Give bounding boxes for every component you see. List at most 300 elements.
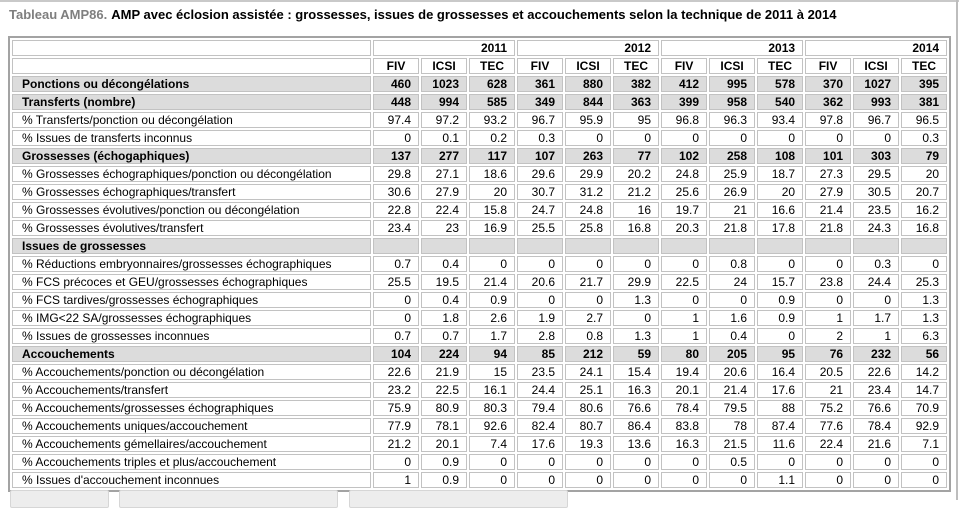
- section-row: [12, 346, 947, 362]
- cell: 0: [661, 292, 707, 308]
- cell: 21.4: [709, 382, 755, 398]
- cell: [517, 238, 563, 254]
- cell: 263: [565, 148, 611, 164]
- cell: 23: [421, 220, 467, 236]
- cell: 76.6: [613, 400, 659, 416]
- cell: 0.5: [709, 454, 755, 470]
- cell: 0: [757, 256, 803, 272]
- cell: 20.5: [805, 364, 851, 380]
- cell: 14.2: [901, 364, 947, 380]
- row-label: % Grossesses échographiques/transfert: [12, 184, 371, 200]
- cell: 75.2: [805, 400, 851, 416]
- cell: 0: [757, 328, 803, 344]
- cell: 16.9: [469, 220, 515, 236]
- cell: [805, 238, 851, 254]
- cell: 362: [805, 94, 851, 110]
- cell: 21.5: [709, 436, 755, 452]
- technique-header: FIV: [373, 58, 419, 74]
- cell: 993: [853, 94, 899, 110]
- cell: 76.6: [853, 400, 899, 416]
- table-row: [12, 112, 947, 128]
- year-header: 2012: [517, 40, 659, 56]
- cutoff-button-3[interactable]: [349, 490, 568, 508]
- year-header: 2013: [661, 40, 803, 56]
- cell: 29.5: [853, 166, 899, 182]
- cell: 0: [517, 256, 563, 272]
- cell: 17.6: [517, 436, 563, 452]
- cell: 24.4: [853, 274, 899, 290]
- cell: 0: [565, 292, 611, 308]
- cell: 93.2: [469, 112, 515, 128]
- cell: 0: [805, 130, 851, 146]
- cell: 96.8: [661, 112, 707, 128]
- cell: 0.3: [517, 130, 563, 146]
- cell: 0: [709, 292, 755, 308]
- cell: 96.5: [901, 112, 947, 128]
- cell: 2: [805, 328, 851, 344]
- cell: 24: [709, 274, 755, 290]
- cell: 79.5: [709, 400, 755, 416]
- cell: 87.4: [757, 418, 803, 434]
- cell: [709, 238, 755, 254]
- cell: 80.7: [565, 418, 611, 434]
- cell: 25.6: [661, 184, 707, 200]
- technique-header: ICSI: [421, 58, 467, 74]
- cell: 85: [517, 346, 563, 362]
- cell: 16.3: [661, 436, 707, 452]
- cell: 92.9: [901, 418, 947, 434]
- section-row: [12, 76, 947, 92]
- cell: 16.4: [757, 364, 803, 380]
- cell: 540: [757, 94, 803, 110]
- cell: 77.9: [373, 418, 419, 434]
- cell: 0: [661, 256, 707, 272]
- technique-header: FIV: [517, 58, 563, 74]
- cell: 0: [517, 292, 563, 308]
- cell: 585: [469, 94, 515, 110]
- cell: 80.6: [565, 400, 611, 416]
- table-row: [12, 400, 947, 416]
- cell: 25.8: [565, 220, 611, 236]
- cell: 25.5: [517, 220, 563, 236]
- cell: 94: [469, 346, 515, 362]
- cell: 79.4: [517, 400, 563, 416]
- cell: 31.2: [565, 184, 611, 200]
- cell: 25.1: [565, 382, 611, 398]
- cell: 21.8: [709, 220, 755, 236]
- cell: 1: [661, 328, 707, 344]
- cell: 77: [613, 148, 659, 164]
- cell: 0: [805, 454, 851, 470]
- cell: 361: [517, 76, 563, 92]
- cell: 0: [373, 310, 419, 326]
- cell: 18.6: [469, 166, 515, 182]
- technique-header: TEC: [469, 58, 515, 74]
- cell: 0: [853, 454, 899, 470]
- cell: 0: [469, 256, 515, 272]
- cell: 0: [565, 472, 611, 488]
- cell: 96.3: [709, 112, 755, 128]
- cell: 0: [373, 292, 419, 308]
- cell: 0.8: [709, 256, 755, 272]
- cell: 56: [901, 346, 947, 362]
- cell: 80.3: [469, 400, 515, 416]
- cell: 0: [901, 256, 947, 272]
- cell: 16.3: [613, 382, 659, 398]
- table-row: [12, 328, 947, 344]
- cell: 363: [613, 94, 659, 110]
- cell: 95: [613, 112, 659, 128]
- cell: 18.7: [757, 166, 803, 182]
- cell: 29.9: [565, 166, 611, 182]
- cell: 0.4: [421, 256, 467, 272]
- cell: 27.3: [805, 166, 851, 182]
- cell: 22.5: [661, 274, 707, 290]
- technique-header: FIV: [805, 58, 851, 74]
- cell: 0: [373, 454, 419, 470]
- cell: 7.4: [469, 436, 515, 452]
- cell: 20.7: [901, 184, 947, 200]
- cell: 0: [613, 310, 659, 326]
- cell: 6.3: [901, 328, 947, 344]
- table-row: [12, 184, 947, 200]
- corner-cell: [12, 58, 371, 74]
- row-label: % Accouchements/ponction ou décongélation: [12, 364, 371, 380]
- cell: 25.9: [709, 166, 755, 182]
- row-label: % Accouchements/transfert: [12, 382, 371, 398]
- table-row: [12, 274, 947, 290]
- cell: 1.3: [613, 292, 659, 308]
- cell: 16: [613, 202, 659, 218]
- cell: 27.9: [805, 184, 851, 200]
- table-body: [12, 76, 947, 488]
- cell: 0.7: [421, 328, 467, 344]
- cell: 107: [517, 148, 563, 164]
- cell: 0.1: [421, 130, 467, 146]
- cell: 15.4: [613, 364, 659, 380]
- cell: 0.9: [421, 454, 467, 470]
- table-title-text: AMP avec éclosion assistée : grossesses, issues de grossesses et accouchements selon la technique de 2011 à 2014: [111, 7, 837, 22]
- table-row: [12, 166, 947, 182]
- cell: 19.5: [421, 274, 467, 290]
- cell: 78.4: [661, 400, 707, 416]
- cell: 0: [565, 454, 611, 470]
- cell: 95.9: [565, 112, 611, 128]
- cell: 205: [709, 346, 755, 362]
- cell: 86.4: [613, 418, 659, 434]
- table-row: [12, 256, 947, 272]
- cell: 26.9: [709, 184, 755, 200]
- cell: 349: [517, 94, 563, 110]
- cell: 29.8: [373, 166, 419, 182]
- cell: 0: [805, 472, 851, 488]
- cell: 104: [373, 346, 419, 362]
- amp-statistics-table: [8, 36, 951, 492]
- cell: 23.8: [805, 274, 851, 290]
- cell: 80: [661, 346, 707, 362]
- cell: 0: [805, 256, 851, 272]
- cell: 0: [661, 472, 707, 488]
- cell: 16.1: [469, 382, 515, 398]
- cell: 93.4: [757, 112, 803, 128]
- cell: 77.6: [805, 418, 851, 434]
- cell: 0: [613, 472, 659, 488]
- cell: 79: [901, 148, 947, 164]
- row-label: % FCS tardives/grossesses échographiques: [12, 292, 371, 308]
- cell: 11.6: [757, 436, 803, 452]
- cell: 0.9: [421, 472, 467, 488]
- cell: 0: [709, 472, 755, 488]
- cell: 22.5: [421, 382, 467, 398]
- technique-header: TEC: [901, 58, 947, 74]
- cell: 21.8: [805, 220, 851, 236]
- cell: 1: [805, 310, 851, 326]
- cell: 1.3: [901, 310, 947, 326]
- cell: 20.1: [421, 436, 467, 452]
- cell: 0: [373, 130, 419, 146]
- section-row: [12, 238, 947, 254]
- cell: 0: [517, 454, 563, 470]
- cell: 0: [661, 454, 707, 470]
- cell: 0: [853, 472, 899, 488]
- cell: 21: [709, 202, 755, 218]
- cell: 29.9: [613, 274, 659, 290]
- cell: 958: [709, 94, 755, 110]
- cell: 23.5: [853, 202, 899, 218]
- cell: 0: [901, 454, 947, 470]
- cell: 76: [805, 346, 851, 362]
- technique-header: ICSI: [709, 58, 755, 74]
- cell: 29.6: [517, 166, 563, 182]
- corner-cell: [12, 40, 371, 56]
- cell: 20.6: [517, 274, 563, 290]
- cell: [469, 238, 515, 254]
- cell: 13.6: [613, 436, 659, 452]
- cell: 24.3: [853, 220, 899, 236]
- cell: 1.3: [613, 328, 659, 344]
- table-row: [12, 310, 947, 326]
- technique-header: ICSI: [565, 58, 611, 74]
- cell: 22.6: [373, 364, 419, 380]
- cutoff-button-1[interactable]: [10, 490, 109, 508]
- cell: [853, 238, 899, 254]
- cell: 59: [613, 346, 659, 362]
- cell: 0.8: [565, 328, 611, 344]
- cell: 0: [613, 454, 659, 470]
- section-row: [12, 94, 947, 110]
- cell: 1: [853, 328, 899, 344]
- cell: 0.2: [469, 130, 515, 146]
- cell: 224: [421, 346, 467, 362]
- cell: 19.3: [565, 436, 611, 452]
- cell: 24.7: [517, 202, 563, 218]
- cell: 0.4: [709, 328, 755, 344]
- row-label: Grossesses (échogaphiques): [12, 148, 371, 164]
- row-label: % Grossesses évolutives/transfert: [12, 220, 371, 236]
- cell: 2.8: [517, 328, 563, 344]
- cell: 1.8: [421, 310, 467, 326]
- cell: 21: [805, 382, 851, 398]
- cell: 994: [421, 94, 467, 110]
- cell: 30.5: [853, 184, 899, 200]
- table-title: [9, 7, 837, 22]
- row-label: % Issues de transferts inconnus: [12, 130, 371, 146]
- cell: 21.2: [613, 184, 659, 200]
- cell: 78.4: [853, 418, 899, 434]
- cell: 137: [373, 148, 419, 164]
- cell: 303: [853, 148, 899, 164]
- cell: 20.2: [613, 166, 659, 182]
- cell: 16.8: [613, 220, 659, 236]
- cell: 21.4: [469, 274, 515, 290]
- cell: 2.7: [565, 310, 611, 326]
- row-label: Transferts (nombre): [12, 94, 371, 110]
- year-header-row: [12, 40, 947, 56]
- table-row: [12, 220, 947, 236]
- technique-header: ICSI: [853, 58, 899, 74]
- row-label: % Réductions embryonnaires/grossesses échographiques: [12, 256, 371, 272]
- cell: 15.7: [757, 274, 803, 290]
- cell: 412: [661, 76, 707, 92]
- cell: 27.1: [421, 166, 467, 182]
- row-label: % Accouchements gémellaires/accouchement: [12, 436, 371, 452]
- cell: 460: [373, 76, 419, 92]
- cell: 21.4: [805, 202, 851, 218]
- cell: 23.2: [373, 382, 419, 398]
- cell: 382: [613, 76, 659, 92]
- technique-header: TEC: [757, 58, 803, 74]
- cell: 97.4: [373, 112, 419, 128]
- cell: 22.4: [805, 436, 851, 452]
- cell: 24.1: [565, 364, 611, 380]
- cell: 2.6: [469, 310, 515, 326]
- row-label: Ponctions ou décongélations: [12, 76, 371, 92]
- cell: 0: [469, 454, 515, 470]
- row-label: % IMG<22 SA/grossesses échographiques: [12, 310, 371, 326]
- table-row: [12, 130, 947, 146]
- cell: 20: [469, 184, 515, 200]
- cell: 16.2: [901, 202, 947, 218]
- cell: 381: [901, 94, 947, 110]
- cell: 0: [613, 130, 659, 146]
- cell: 0.7: [373, 256, 419, 272]
- cell: 0.9: [757, 310, 803, 326]
- cell: 23.4: [373, 220, 419, 236]
- cell: 88: [757, 400, 803, 416]
- cell: [757, 238, 803, 254]
- cell: 0: [757, 130, 803, 146]
- year-header: 2011: [373, 40, 515, 56]
- cell: 0: [901, 472, 947, 488]
- year-header: 2014: [805, 40, 947, 56]
- cell: 96.7: [517, 112, 563, 128]
- cell: 399: [661, 94, 707, 110]
- cell: 20: [901, 166, 947, 182]
- cell: 0: [661, 130, 707, 146]
- cell: 17.6: [757, 382, 803, 398]
- cell: 1.9: [517, 310, 563, 326]
- cell: 0: [469, 472, 515, 488]
- cell: 21.2: [373, 436, 419, 452]
- cell: 22.6: [853, 364, 899, 380]
- row-label: % Accouchements uniques/accouchement: [12, 418, 371, 434]
- cell: 20.6: [709, 364, 755, 380]
- cell: 30.7: [517, 184, 563, 200]
- cell: 370: [805, 76, 851, 92]
- cell: 20.1: [661, 382, 707, 398]
- cell: 96.7: [853, 112, 899, 128]
- top-border: [0, 0, 959, 2]
- cell: 24.4: [517, 382, 563, 398]
- table-row: [12, 418, 947, 434]
- cell: 75.9: [373, 400, 419, 416]
- cell: 22.4: [421, 202, 467, 218]
- cell: 0: [709, 130, 755, 146]
- row-label: Issues de grossesses: [12, 238, 371, 254]
- cell: 1: [373, 472, 419, 488]
- cell: 19.4: [661, 364, 707, 380]
- cell: 578: [757, 76, 803, 92]
- cell: [661, 238, 707, 254]
- cell: 995: [709, 76, 755, 92]
- table-row: [12, 202, 947, 218]
- cell: 1.3: [901, 292, 947, 308]
- cell: 1.7: [469, 328, 515, 344]
- cell: 25.5: [373, 274, 419, 290]
- row-label: % Issues de grossesses inconnues: [12, 328, 371, 344]
- technique-header-row: [12, 58, 947, 74]
- cell: 21.6: [853, 436, 899, 452]
- cell: 23.5: [517, 364, 563, 380]
- section-row: [12, 148, 947, 164]
- right-border: [956, 0, 958, 500]
- cell: 1027: [853, 76, 899, 92]
- cell: 0: [853, 292, 899, 308]
- cell: 0: [565, 256, 611, 272]
- table-row: [12, 292, 947, 308]
- cell: 22.8: [373, 202, 419, 218]
- cutoff-button-2[interactable]: [119, 490, 338, 508]
- cell: 232: [853, 346, 899, 362]
- cell: 212: [565, 346, 611, 362]
- cell: 628: [469, 76, 515, 92]
- table-head: [12, 40, 947, 74]
- cell: 0: [517, 472, 563, 488]
- cell: 23.4: [853, 382, 899, 398]
- cell: 92.6: [469, 418, 515, 434]
- cell: 117: [469, 148, 515, 164]
- cell: 15.8: [469, 202, 515, 218]
- row-label: % Accouchements/grossesses échographiques: [12, 400, 371, 416]
- cell: 395: [901, 76, 947, 92]
- cell: 0.9: [469, 292, 515, 308]
- row-label: % FCS précoces et GEU/grossesses échographiques: [12, 274, 371, 290]
- row-label: % Issues d'accouchement inconnues: [12, 472, 371, 488]
- cell: 108: [757, 148, 803, 164]
- row-label: % Grossesses échographiques/ponction ou décongélation: [12, 166, 371, 182]
- cell: 0.3: [901, 130, 947, 146]
- cell: 16.8: [901, 220, 947, 236]
- cell: 0: [613, 256, 659, 272]
- cell: 95: [757, 346, 803, 362]
- cell: 27.9: [421, 184, 467, 200]
- cell: 258: [709, 148, 755, 164]
- cell: 448: [373, 94, 419, 110]
- cell: 0: [565, 130, 611, 146]
- cell: 880: [565, 76, 611, 92]
- cell: 844: [565, 94, 611, 110]
- table-row: [12, 382, 947, 398]
